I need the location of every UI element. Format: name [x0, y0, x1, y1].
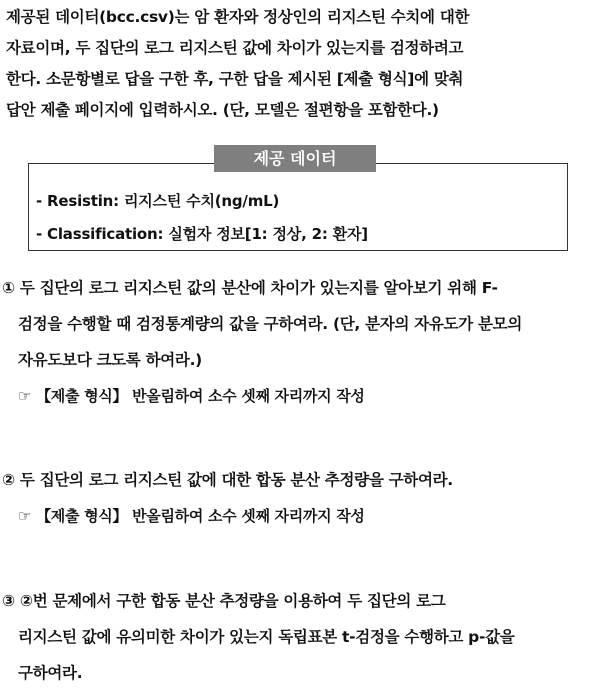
question-3: [2, 583, 610, 691]
data-box-item-resistin: - Resistin: 리지스틴 수치(ng/mL): [36, 192, 280, 210]
data-box-title: 제공 데이터: [214, 145, 376, 172]
question-1-line: ① 두 집단의 로그 리지스틴 값의 분산에 차이가 있는지를 알아보기 위해 F-: [2, 279, 498, 297]
intro-line: 답안 제출 페이지에 입력하시오. (단, 모델은 절편항을 포함한다.): [6, 101, 439, 119]
intro-line: 자료이며, 두 집단의 로그 리지스틴 값에 차이가 있는지를 검정하려고: [6, 39, 464, 57]
question-3-line: 구하여라.: [18, 664, 83, 682]
question-2-line: ② 두 집단의 로그 리지스틴 값에 대한 합동 분산 추정량을 구하여라.: [2, 471, 453, 489]
question-3-line: ③ ②번 문제에서 구한 합동 분산 추정량을 이용하여 두 집단의 로그: [2, 592, 446, 610]
question-1-format: ☞ 【제출 형식】 반올림하여 소수 셋째 자리까지 작성: [18, 387, 365, 405]
intro-paragraph: [6, 2, 606, 126]
question-2: [2, 462, 610, 534]
question-1-line: 검정을 수행할 때 검정통계량의 값을 구하여라. (단, 분자의 자유도가 분모의: [18, 315, 523, 333]
intro-line: 제공된 데이터(bcc.csv)는 암 환자와 정상인의 리지스틴 수치에 대한: [6, 8, 470, 26]
data-box-item-classification: - Classification: 실험자 정보[1: 정상, 2: 환자]: [36, 225, 368, 243]
question-3-line: 리지스틴 값에 유의미한 차이가 있는지 독립표본 t-검정을 수행하고 p-값을: [18, 628, 515, 646]
intro-line: 한다. 소문항별로 답을 구한 후, 구한 답을 제시된 [제출 형식]에 맞춰: [6, 70, 464, 88]
question-2-format: ☞ 【제출 형식】 반올림하여 소수 셋째 자리까지 작성: [18, 507, 365, 525]
question-1-line: 자유도보다 크도록 하여라.): [18, 351, 202, 369]
question-1: [2, 270, 610, 414]
